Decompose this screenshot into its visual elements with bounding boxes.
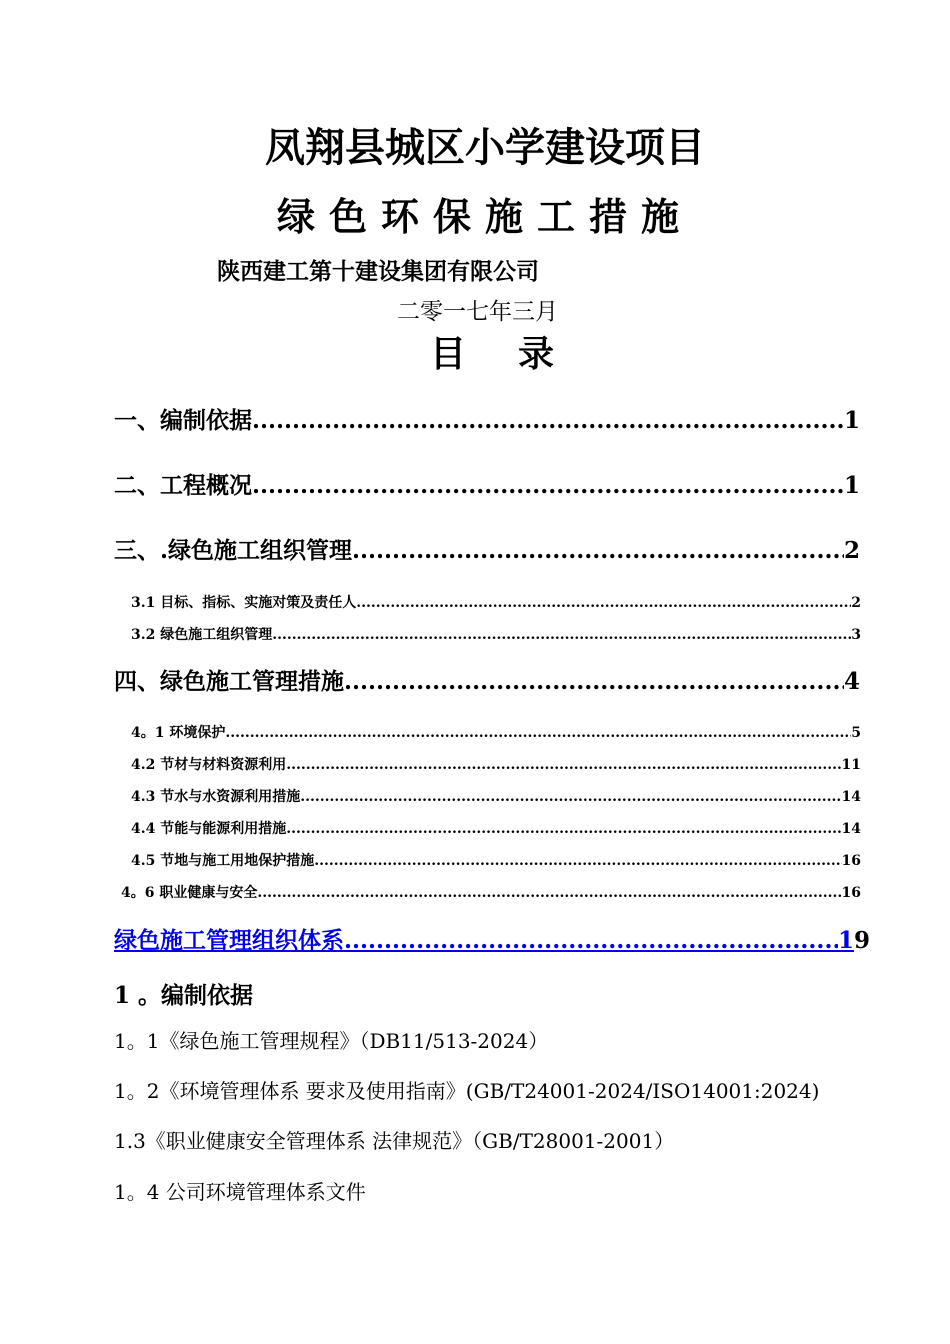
toc-subentry[interactable] xyxy=(131,723,861,743)
toc-leader-dots xyxy=(252,405,844,437)
toc-entry-label: 二、工程概况 xyxy=(114,472,252,499)
toc-entry-page: 1 xyxy=(843,472,860,499)
toc-entry[interactable] xyxy=(114,470,860,502)
toc-leader-dots xyxy=(300,787,841,807)
toc-leader-dots xyxy=(257,883,841,903)
toc-subentry[interactable] xyxy=(131,625,861,645)
document-subtitle: 绿色环保施工措施 xyxy=(276,194,693,239)
toc-subentry[interactable] xyxy=(121,883,861,903)
toc-leader-dots xyxy=(352,535,844,567)
toc-entry-page: 1 xyxy=(843,407,860,434)
toc-leader-dots xyxy=(225,723,851,743)
toc-entry-label: 三、.绿色施工组织管理 xyxy=(114,537,353,564)
toc-entry-label: 一、编制依据 xyxy=(114,407,252,434)
toc-leader-dots[interactable] xyxy=(344,925,838,957)
toc-heading-right: 录 xyxy=(518,333,555,375)
toc-link-label[interactable]: 绿色施工管理组织体系 xyxy=(114,927,344,954)
toc-entry[interactable] xyxy=(114,535,860,567)
reference-item: 1。4 公司环境管理体系文件 xyxy=(114,1180,366,1204)
toc-link-page[interactable]: 1 xyxy=(837,927,854,954)
company-name: 陕西建工第十建设集团有限公司 xyxy=(217,259,539,285)
toc-leader-dots xyxy=(272,625,851,645)
section-heading: 1 。编制依据 xyxy=(114,982,254,1009)
toc-leader-dots xyxy=(314,851,841,871)
toc-entry-label: 4.5 节地与施工用地保护措施 xyxy=(131,853,315,869)
toc-entry-page: 16 xyxy=(841,853,861,869)
toc-entry-page: 14 xyxy=(841,821,861,837)
toc-link-entry[interactable] xyxy=(114,925,870,957)
document-title: 凤翔县城区小学建设项目 xyxy=(265,124,705,171)
toc-leader-dots xyxy=(286,755,841,775)
toc-subentry[interactable] xyxy=(131,787,861,807)
toc-subentry[interactable] xyxy=(131,851,861,871)
toc-heading-left: 目 xyxy=(430,333,467,375)
toc-leader-dots xyxy=(286,819,841,839)
toc-entry-page: 4 xyxy=(843,668,860,695)
document-date: 二零一七年三月 xyxy=(397,299,558,325)
toc-entry-page: 2 xyxy=(843,537,860,564)
toc-entry-label: 4。1 环境保护 xyxy=(131,725,226,741)
toc-link-page-rest: 9 xyxy=(853,927,870,954)
toc-entry[interactable] xyxy=(114,405,860,437)
toc-entry-page: 16 xyxy=(841,885,861,901)
toc-entry[interactable] xyxy=(114,666,860,698)
toc-entry-page: 3 xyxy=(851,627,861,643)
toc-subentry[interactable] xyxy=(131,593,861,613)
toc-entry-page: 14 xyxy=(841,789,861,805)
toc-entry-label: 4。6 职业健康与安全 xyxy=(121,885,258,901)
toc-subentry[interactable] xyxy=(131,819,861,839)
toc-entry-label: 3.1 目标、指标、实施对策及责任人 xyxy=(131,595,357,611)
toc-entry-label: 3.2 绿色施工组织管理 xyxy=(131,627,273,643)
toc-entry-page: 5 xyxy=(851,725,861,741)
toc-entry-label: 四、绿色施工管理措施 xyxy=(114,668,344,695)
toc-leader-dots xyxy=(344,666,844,698)
toc-entry-label: 4.4 节能与能源利用措施 xyxy=(131,821,287,837)
toc-leader-dots xyxy=(356,593,851,613)
toc-subentry[interactable] xyxy=(131,755,861,775)
reference-item: 1。1《绿色施工管理规程》（DB11/513-2024） xyxy=(114,1029,549,1053)
reference-item: 1.3《职业健康安全管理体系 法律规范》（GB/T28001-2001） xyxy=(114,1129,675,1153)
reference-item: 1。2《环境管理体系 要求及使用指南》(GB/T24001-2024/ISO14001:2024) xyxy=(114,1079,820,1103)
toc-entry-label: 4.2 节材与材料资源利用 xyxy=(131,757,287,773)
toc-entry-page: 11 xyxy=(841,757,861,773)
toc-heading xyxy=(430,330,554,378)
toc-leader-dots xyxy=(252,470,844,502)
toc-entry-page: 2 xyxy=(851,595,861,611)
toc-entry-label: 4.3 节水与水资源利用措施 xyxy=(131,789,301,805)
